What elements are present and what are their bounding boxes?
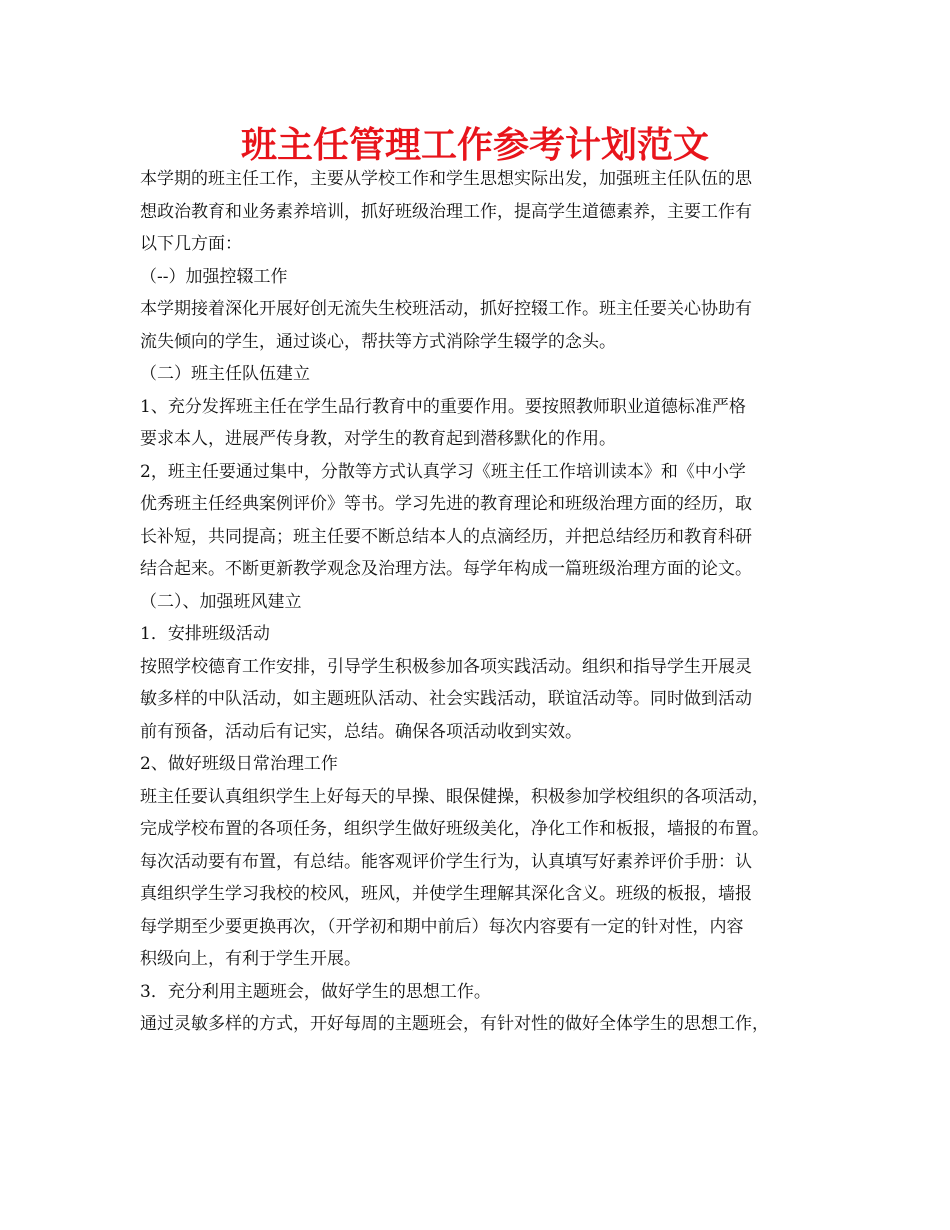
text-line: 本学期的班主任工作，主要从学校工作和学生思想实际出发，加强班主任队伍的思 xyxy=(140,169,752,189)
text-line: 优秀班主任经典案例评价》等书。学习先进的教育理论和班级治理方面的经历，取 xyxy=(140,494,752,514)
subsection-heading: 3．充分利用主题班会，做好学生的思想工作。 xyxy=(140,981,491,1002)
text-line: 每次活动要有布置，有总结。能客观评价学生行为，认真填写好素养评价手册：认 xyxy=(140,851,752,872)
text-line: 1、充分发挥班主任在学生品行教育中的重要作用。要按照教师职业道德标准严格 xyxy=(140,396,746,417)
text-line: 长补短，共同提高；班主任要不断总结本人的点滴经历，并把总结经历和教育科研 xyxy=(140,526,752,547)
text-line: 2，班主任要通过集中，分散等方式认真学习《班主任工作培训读本》和《中小学 xyxy=(140,461,746,482)
text-line: 每学期至少要更换再次，（开学初和期中前后）每次内容要有一定的针对性，内容 xyxy=(140,916,744,937)
text-line: 结合起来。不断更新教学观念及治理方法。每学年构成一篇班级治理方面的论文。 xyxy=(140,559,752,579)
text-line: 想政治教育和业务素养培训，抓好班级治理工作，提高学生道德素养，主要工作有 xyxy=(140,201,752,222)
text-line: 真组织学生学习我校的校风，班风，并使学生理解其深化含义。班级的板报，墙报 xyxy=(140,884,752,904)
document-body xyxy=(140,163,818,1041)
subsection-heading: 2、做好班级日常治理工作 xyxy=(140,754,338,774)
text-line: 积级向上，有利于学生开展。 xyxy=(140,949,361,969)
section-heading: （--）加强控辍工作 xyxy=(140,266,288,287)
text-line: 通过灵敏多样的方式，开好每周的主题班会，有针对性的做好全体学生的思想工作， xyxy=(140,1014,769,1034)
section-heading: （二）、加强班风建立 xyxy=(140,591,302,612)
subsection-heading: 1．安排班级活动 xyxy=(140,624,270,644)
text-line: 完成学校布置的各项任务，组织学生做好班级美化，净化工作和板报，墙报的布置。 xyxy=(140,819,769,839)
text-line: 敏多样的中队活动，如主题班队活动、社会实践活动，联谊活动等。同时做到活动 xyxy=(140,689,752,709)
text-line: 按照学校德育工作安排，引导学生积极参加各项实践活动。组织和指导学生开展灵 xyxy=(140,656,752,677)
section-heading: （二）班主任队伍建立 xyxy=(140,364,310,384)
text-line: 班主任要认真组织学生上好每天的早操、眼保健操，积极参加学校组织的各项活动， xyxy=(140,786,769,807)
text-line: 前有预备，活动后有记实，总结。确保各项活动收到实效。 xyxy=(140,721,582,742)
text-line: 本学期接着深化开展好创无流失生校班活动，抓好控辍工作。班主任要关心协助有 xyxy=(140,299,752,319)
text-line: 要求本人，进展严传身教，对学生的教育起到潜移默化的作用。 xyxy=(140,429,616,449)
text-line: 流失倾向的学生，通过谈心，帮扶等方式消除学生辍学的念头。 xyxy=(140,331,616,352)
text-line: 以下几方面： xyxy=(140,234,242,254)
document-title: 班主任管理工作参考计划范文 xyxy=(240,125,709,166)
